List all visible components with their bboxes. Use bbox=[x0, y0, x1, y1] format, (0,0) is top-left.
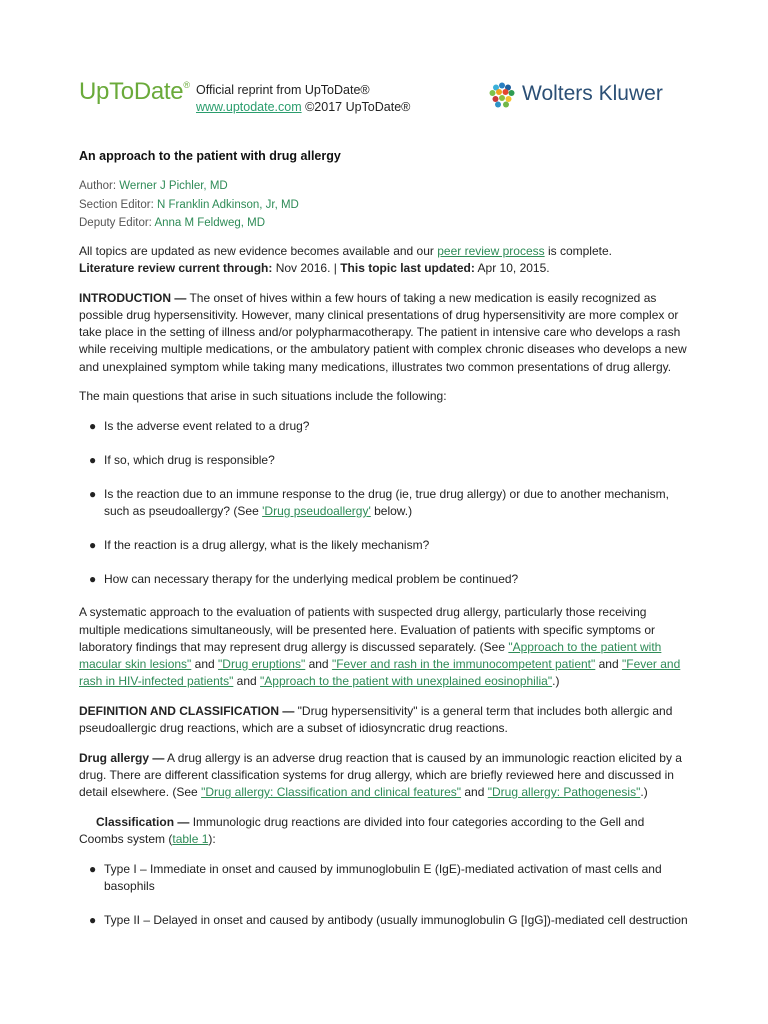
drug-allergy-heading: Drug allergy — bbox=[79, 750, 165, 765]
deputy-editor-label: Deputy Editor: bbox=[79, 217, 155, 230]
fever-rash-immunocompetent-link[interactable]: "Fever and rash in the immunocompetent patient" bbox=[331, 656, 596, 671]
question-text: If the reaction is a drug allergy, what is the likely mechanism? bbox=[104, 537, 430, 552]
drug-pseudoallergy-link[interactable]: 'Drug pseudoallergy' bbox=[262, 503, 371, 518]
list-item bbox=[79, 452, 691, 469]
bullet-icon: ● bbox=[89, 571, 97, 586]
definition-paragraph bbox=[79, 703, 691, 737]
paragraph-text-end: ): bbox=[208, 832, 216, 847]
drug-allergy-text: A drug allergy is an adverse drug reaction that is caused by an immunologic reaction elicited by a drug. There are different classification systems for drug allergy, which are briefly reviewed here and discussed in detail elsewhere. (See bbox=[79, 750, 682, 800]
systematic-approach-paragraph bbox=[79, 604, 691, 690]
eosinophilia-link[interactable]: "Approach to the patient with unexplained eosinophilia" bbox=[260, 674, 553, 689]
reprint-line1: Official reprint from UpToDate® bbox=[196, 83, 370, 97]
list-item bbox=[79, 486, 691, 520]
header bbox=[0, 0, 768, 140]
deputy-editor-link[interactable]: Anna M Feldweg, MD bbox=[154, 217, 266, 230]
bullet-icon: ● bbox=[89, 419, 97, 434]
conjunction: and bbox=[233, 674, 261, 689]
last-updated-value: Apr 10, 2015. bbox=[474, 260, 550, 275]
introduction-heading: INTRODUCTION — bbox=[79, 290, 187, 305]
fever-rash-hiv-link[interactable]: "Fever and rash in HIV-infected patients" bbox=[79, 656, 681, 689]
paragraph-text-end: .) bbox=[552, 674, 560, 689]
bullet-icon: ● bbox=[89, 452, 97, 467]
globe-icon bbox=[488, 81, 516, 109]
logo-registered-mark: ® bbox=[183, 80, 190, 90]
definition-text: "Drug hypersensitivity" is a general term that includes both allergic and pseudoallergic drug reactions, which are a subset of idiosyncratic drug reactions. bbox=[79, 703, 673, 736]
bullet-icon: ● bbox=[89, 537, 97, 552]
question-text-end: below.) bbox=[370, 503, 413, 518]
peer-review-link[interactable]: peer review process bbox=[437, 243, 545, 258]
section-editor-label: Section Editor: bbox=[79, 198, 157, 211]
section-editor-link[interactable]: N Franklin Adkinson, Jr, MD bbox=[156, 198, 299, 211]
reprint-notice bbox=[196, 82, 410, 116]
update-text: All topics are updated as new evidence becomes available and our bbox=[79, 243, 438, 258]
lit-review-value: Nov 2016. | bbox=[272, 260, 341, 275]
conjunction: and bbox=[461, 785, 488, 800]
lit-review-label: Literature review current through: bbox=[79, 260, 273, 275]
question-text: If so, which drug is responsible? bbox=[104, 452, 275, 467]
classification-list bbox=[79, 861, 691, 929]
classification-heading: Classification — bbox=[96, 815, 190, 830]
questions-intro: The main questions that arise in such situations include the following: bbox=[79, 389, 447, 404]
article-title: An approach to the patient with drug allergy bbox=[79, 149, 341, 163]
conjunction: and bbox=[305, 656, 332, 671]
classification-features-link[interactable]: "Drug allergy: Classification and clinical features" bbox=[201, 785, 462, 800]
question-text: Is the adverse event related to a drug? bbox=[104, 419, 310, 434]
paragraph-text-end: .) bbox=[640, 785, 648, 800]
macular-lesions-link[interactable]: "Approach to the patient with macular skin lesions" bbox=[79, 639, 662, 671]
section-editor-line bbox=[79, 196, 691, 215]
bullet-icon: ● bbox=[89, 913, 97, 928]
bullet-icon: ● bbox=[89, 486, 97, 501]
article bbox=[79, 148, 691, 946]
list-item bbox=[79, 571, 691, 588]
deputy-editor-line bbox=[79, 214, 691, 233]
classification-paragraph bbox=[79, 814, 691, 848]
list-item bbox=[79, 912, 691, 929]
uptodate-website-link[interactable]: www.uptodate.com bbox=[196, 100, 302, 114]
update-text-end: is complete. bbox=[544, 243, 612, 258]
type-text: Type II – Delayed in onset and caused by antibody (usually immunoglobulin G [IgG])-mediated cell destruction bbox=[104, 913, 688, 928]
question-text: Is the reaction due to an immune response to the drug (ie, true drug allergy) or due to another mechanism, such as pseudoallergy? (See bbox=[104, 486, 669, 518]
paragraph-text: A systematic approach to the evaluation of patients with suspected drug allergy, particularly those receiving multiple medications simultaneously, will be presented here. Evaluation of patients with specific symptoms or laboratory findings that may represent drug allergy is discussed separately. (See bbox=[79, 605, 656, 654]
list-item bbox=[79, 861, 691, 895]
author-line bbox=[79, 177, 691, 196]
logo-text: UpToDate bbox=[79, 78, 184, 105]
last-updated-label: This topic last updated: bbox=[340, 260, 475, 275]
drug-allergy-paragraph bbox=[79, 750, 691, 802]
uptodate-logo[interactable] bbox=[79, 78, 190, 106]
drug-eruptions-link[interactable]: "Drug eruptions" bbox=[218, 656, 306, 671]
introduction-text: The onset of hives within a few hours of taking a new medication is easily recognized as possible drug hypersensitivity. However, many clinical presentations of drug hypersensitivity are more complex or take place in the setting of illness and/or polypharmacotherapy. The patient in intensive care who develops a rash while receiving multiple medications, or the ambulatory patient with complex chronic diseases who develops a new and unexplained symptom while taking many medications, illustrates two common presentations of drug allergy. bbox=[79, 290, 687, 374]
definition-heading: DEFINITION AND CLASSIFICATION — bbox=[79, 703, 295, 718]
pathogenesis-link[interactable]: "Drug allergy: Pathogenesis" bbox=[487, 785, 641, 800]
author-link[interactable]: Werner J Pichler, MD bbox=[119, 180, 228, 193]
list-item bbox=[79, 537, 691, 554]
type-text: Type I – Immediate in onset and caused by immunoglobulin E (IgE)-mediated activation of mast cells and basophils bbox=[104, 862, 662, 894]
conjunction: and bbox=[191, 656, 219, 671]
author-label: Author: bbox=[79, 180, 120, 193]
reprint-line2 bbox=[196, 99, 410, 116]
list-item bbox=[79, 418, 691, 435]
publisher-name: Wolters Kluwer bbox=[522, 82, 663, 105]
copyright-text: ©2017 UpToDate® bbox=[301, 100, 411, 114]
classification-text: Immunologic drug reactions are divided into four categories according to the Gell and Coombs system ( bbox=[79, 815, 645, 847]
questions-list bbox=[79, 418, 691, 588]
bullet-icon: ● bbox=[89, 862, 97, 877]
introduction-paragraph bbox=[79, 290, 691, 376]
question-text: How can necessary therapy for the underlying medical problem be continued? bbox=[104, 571, 519, 586]
update-notice bbox=[79, 243, 691, 277]
conjunction: and bbox=[595, 656, 622, 671]
table-1-link[interactable]: table 1 bbox=[172, 832, 209, 847]
